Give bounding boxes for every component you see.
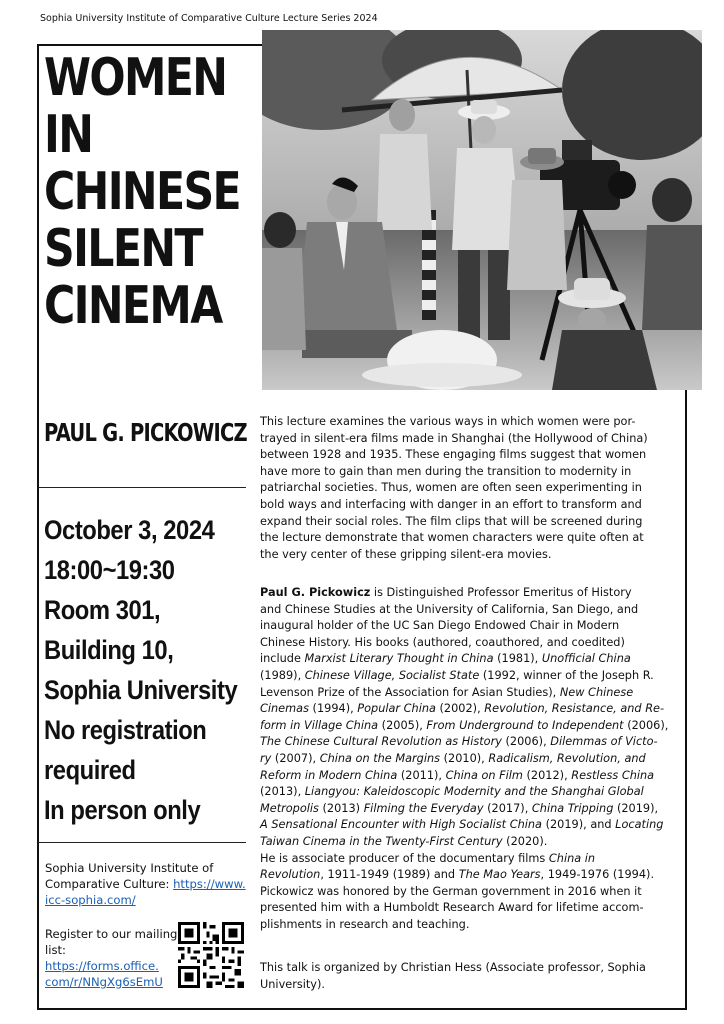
bio-line: A Sensational Encounter with High Socialist China (2019), and Locating (260, 818, 664, 832)
speaker-bio (260, 585, 675, 933)
abstract-line: This lecture examines the various ways in which women were por- (260, 415, 636, 428)
event-time: 18:00~19:30 (44, 555, 175, 585)
abstract-line: the very center of these gripping silent-era movies. (260, 547, 552, 561)
abstract-line: bold ways and interfacing with danger in an effort to transform and (260, 497, 642, 511)
bio-line: Paul G. Pickowicz is Distinguished Professor Emeritus of History (260, 586, 632, 599)
divider (38, 842, 246, 843)
bio-line: Levenson Prize of the Association for Asian Studies), New Chinese (260, 685, 634, 699)
film-set-photo (262, 30, 702, 390)
event-date: October 3, 2024 (44, 515, 215, 545)
bio-line: (1989), Chinese Village, Socialist State (1992, winner of the Joseph R. (260, 668, 654, 682)
register-text: list: (45, 943, 66, 957)
abstract-line: the lecture demonstrate that women characters were quite often at (260, 531, 644, 545)
event-university: Sophia University (44, 675, 238, 705)
bio-line: form in Village China (2005), From Underground to Independent (2006), (260, 718, 669, 732)
bio-line: Reform in Modern China (2011), China on Film (2012), Restless China (260, 768, 655, 782)
bio-line: inaugural holder of the UC San Diego Endowed Chair in Modern (260, 619, 620, 633)
register-text: Register to our mailing (45, 927, 178, 941)
institute-text: Sophia University Institute of (45, 861, 214, 875)
lecture-title (44, 48, 241, 336)
event-registration: No registration (44, 715, 207, 745)
title-line: CHINESE (44, 162, 241, 222)
abstract-line: between 1928 and 1935. These engaging films suggest that women (260, 448, 647, 462)
bio-line: Taiwan Cinema in the Twenty-First Century (2020). (260, 834, 548, 848)
event-room: Room 301, (44, 595, 161, 625)
bio-line: He is associate producer of the documentary films China in (260, 851, 596, 865)
organizer-line: This talk is organized by Christian Hess (Associate professor, Sophia (260, 961, 646, 974)
title-line: CINEMA (44, 276, 222, 336)
organizer-note (260, 960, 675, 993)
event-building: Building 10, (44, 635, 174, 665)
abstract-line: patriarchal societies. Thus, women are often seen experimenting in (260, 481, 642, 495)
bio-line: The Chinese Cultural Revolution as History (2006), Dilemmas of Victo- (260, 735, 658, 749)
bio-line: Pickowicz was honored by the German government in 2016 when it (260, 884, 642, 898)
event-details (44, 510, 254, 830)
speaker-name: PAUL G. PICKOWICZ (44, 418, 247, 447)
title-line: SILENT (44, 219, 202, 279)
abstract-line: have more to gain than men during the transition to modernity in (260, 464, 632, 478)
bio-line: include Marxist Literary Thought in China (1981), Unofficial China (260, 652, 631, 666)
bio-line: (2013), Liangyou: Kaleidoscopic Modernity and the Shanghai Global (260, 785, 644, 799)
event-registration-cont: required (44, 755, 136, 785)
mailing-list-info (45, 926, 177, 990)
institute-info (45, 860, 246, 908)
qr-code-icon[interactable] (178, 922, 244, 988)
abstract-line: trayed in silent-era films made in Shanghai (the Hollywood of China) (260, 431, 648, 445)
bio-line: Cinemas (1994), Popular China (2002), Revolution, Resistance, and Re- (260, 702, 665, 716)
bio-line: Revolution, 1911-1949 (1989) and The Mao Years, 1949-1976 (1994). (260, 868, 655, 882)
event-format: In person only (44, 795, 201, 825)
bio-line: and Chinese Studies at the University of California, San Diego, and (260, 602, 639, 616)
bio-line: plishments in research and teaching. (260, 917, 470, 931)
bio-name: Paul G. Pickowicz (260, 586, 371, 599)
institute-link[interactable]: https://www. (173, 877, 246, 891)
organizer-line: University). (260, 977, 325, 991)
abstract-line: expand their social roles. The film clips that will be screened during (260, 514, 643, 528)
bio-line: presented him with a Humboldt Research Award for lifetime accom- (260, 901, 644, 915)
title-line: IN (44, 105, 93, 165)
bio-line: Metropolis (2013) Filming the Everyday (2017), China Tripping (2019), (260, 801, 659, 815)
divider (38, 487, 246, 488)
institute-link-cont[interactable]: icc-sophia.com/ (45, 893, 136, 907)
series-header: Sophia University Institute of Comparative Culture Lecture Series 2024 (40, 13, 378, 24)
register-link[interactable]: https://forms.office. (45, 959, 159, 973)
title-line: WOMEN (44, 48, 227, 108)
lecture-abstract (260, 414, 675, 563)
register-link-cont[interactable]: com/r/NNgXg6sEmU (45, 975, 163, 989)
institute-text: Comparative Culture: (45, 877, 174, 891)
bio-line: ry (2007), China on the Margins (2010), Radicalism, Revolution, and (260, 751, 646, 765)
bio-line: Chinese History. His books (authored, coauthored, and coedited) (260, 635, 625, 649)
